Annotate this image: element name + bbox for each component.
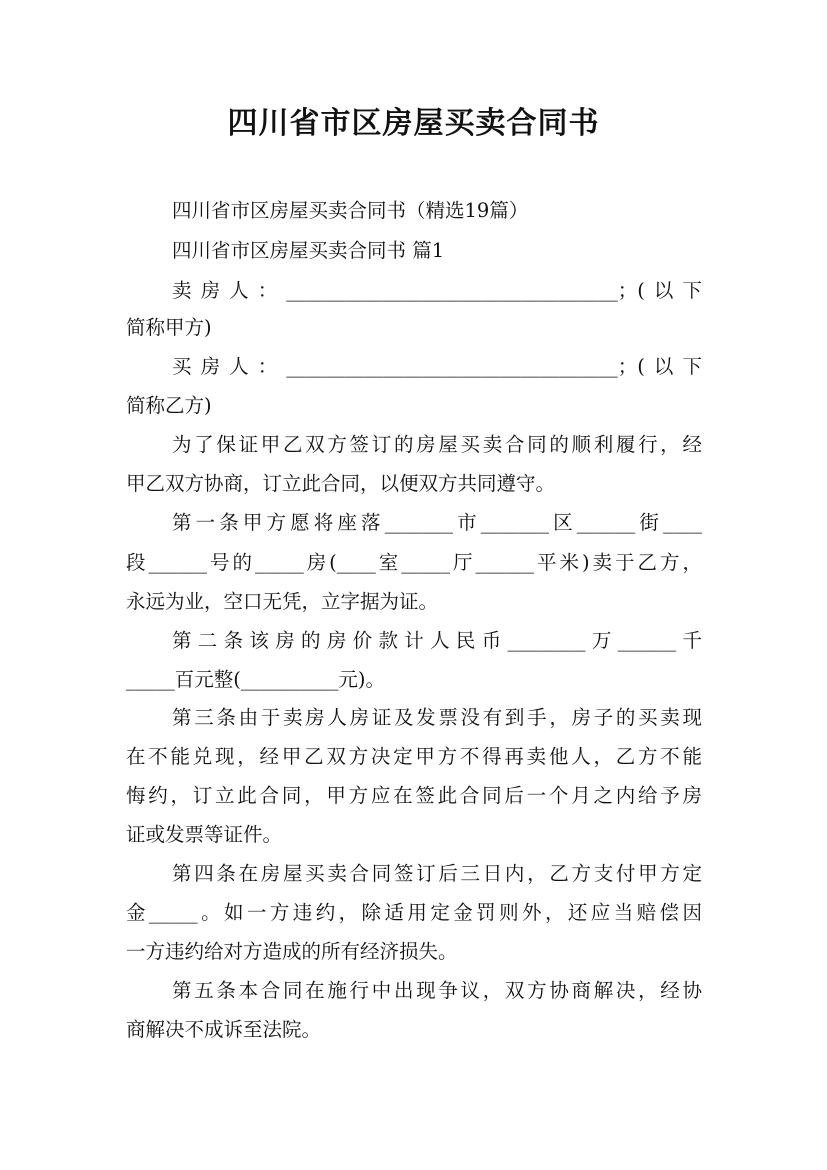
article-3-line-3: 悔约，订立此合同，甲方应在签此合同后一个月之内给予房 (126, 784, 702, 807)
article-4-line-1: 第四条在房屋买卖合同签订后三日内，乙方支付甲方定 (172, 862, 702, 885)
article-1-line-2: 段______号的_____房(____室_____厅______平米)卖于乙方， (126, 551, 702, 574)
preamble-line-2: 甲乙双方协商，订立此合同，以便双方共同遵守。 (126, 472, 556, 495)
article-2-line-2: _____百元整(__________元)。 (126, 668, 385, 691)
preamble-line-1: 为了保证甲乙双方签订的房屋买卖合同的顺利履行，经 (172, 433, 702, 456)
article-4-line-2: 金_____。如一方违约，除适用定金罚则外，还应当赔偿因 (126, 901, 702, 924)
seller-line: 卖房人：__________________________________；(以下 (172, 279, 702, 302)
article-1-line-1: 第一条甲方愿将座落_______市_______区______街____ (172, 511, 702, 534)
buyer-line: 买房人：__________________________________；(以下 (172, 355, 702, 378)
article-3-line-4: 证或发票等证件。 (126, 823, 283, 846)
buyer-alias-line: 简称乙方) (126, 394, 212, 417)
article-3-line-1: 第三条由于卖房人房证及发票没有到手，房子的买卖现 (172, 706, 702, 729)
subtitle-line: 四川省市区房屋买卖合同书（精选19篇） (172, 199, 529, 222)
article-5-line-2: 商解决不成诉至法院。 (126, 1018, 322, 1041)
page-title: 四川省市区房屋买卖合同书 (227, 106, 600, 141)
article-5-line-1: 第五条本合同在施行中出现争议，双方协商解决，经协 (172, 979, 702, 1002)
section-heading: 四川省市区房屋买卖合同书 篇1 (172, 239, 445, 262)
seller-alias-line: 简称甲方) (126, 316, 212, 339)
article-1-line-3: 永远为业，空口无凭，立字据为证。 (126, 590, 439, 613)
article-3-line-2: 在不能兑现，经甲乙双方决定甲方不得再卖他人，乙方不能 (126, 745, 702, 768)
article-2-line-1: 第二条该房的房价款计人民币________万______千 (172, 629, 702, 652)
article-4-line-3: 一方违约给对方造成的所有经济损失。 (126, 940, 458, 963)
